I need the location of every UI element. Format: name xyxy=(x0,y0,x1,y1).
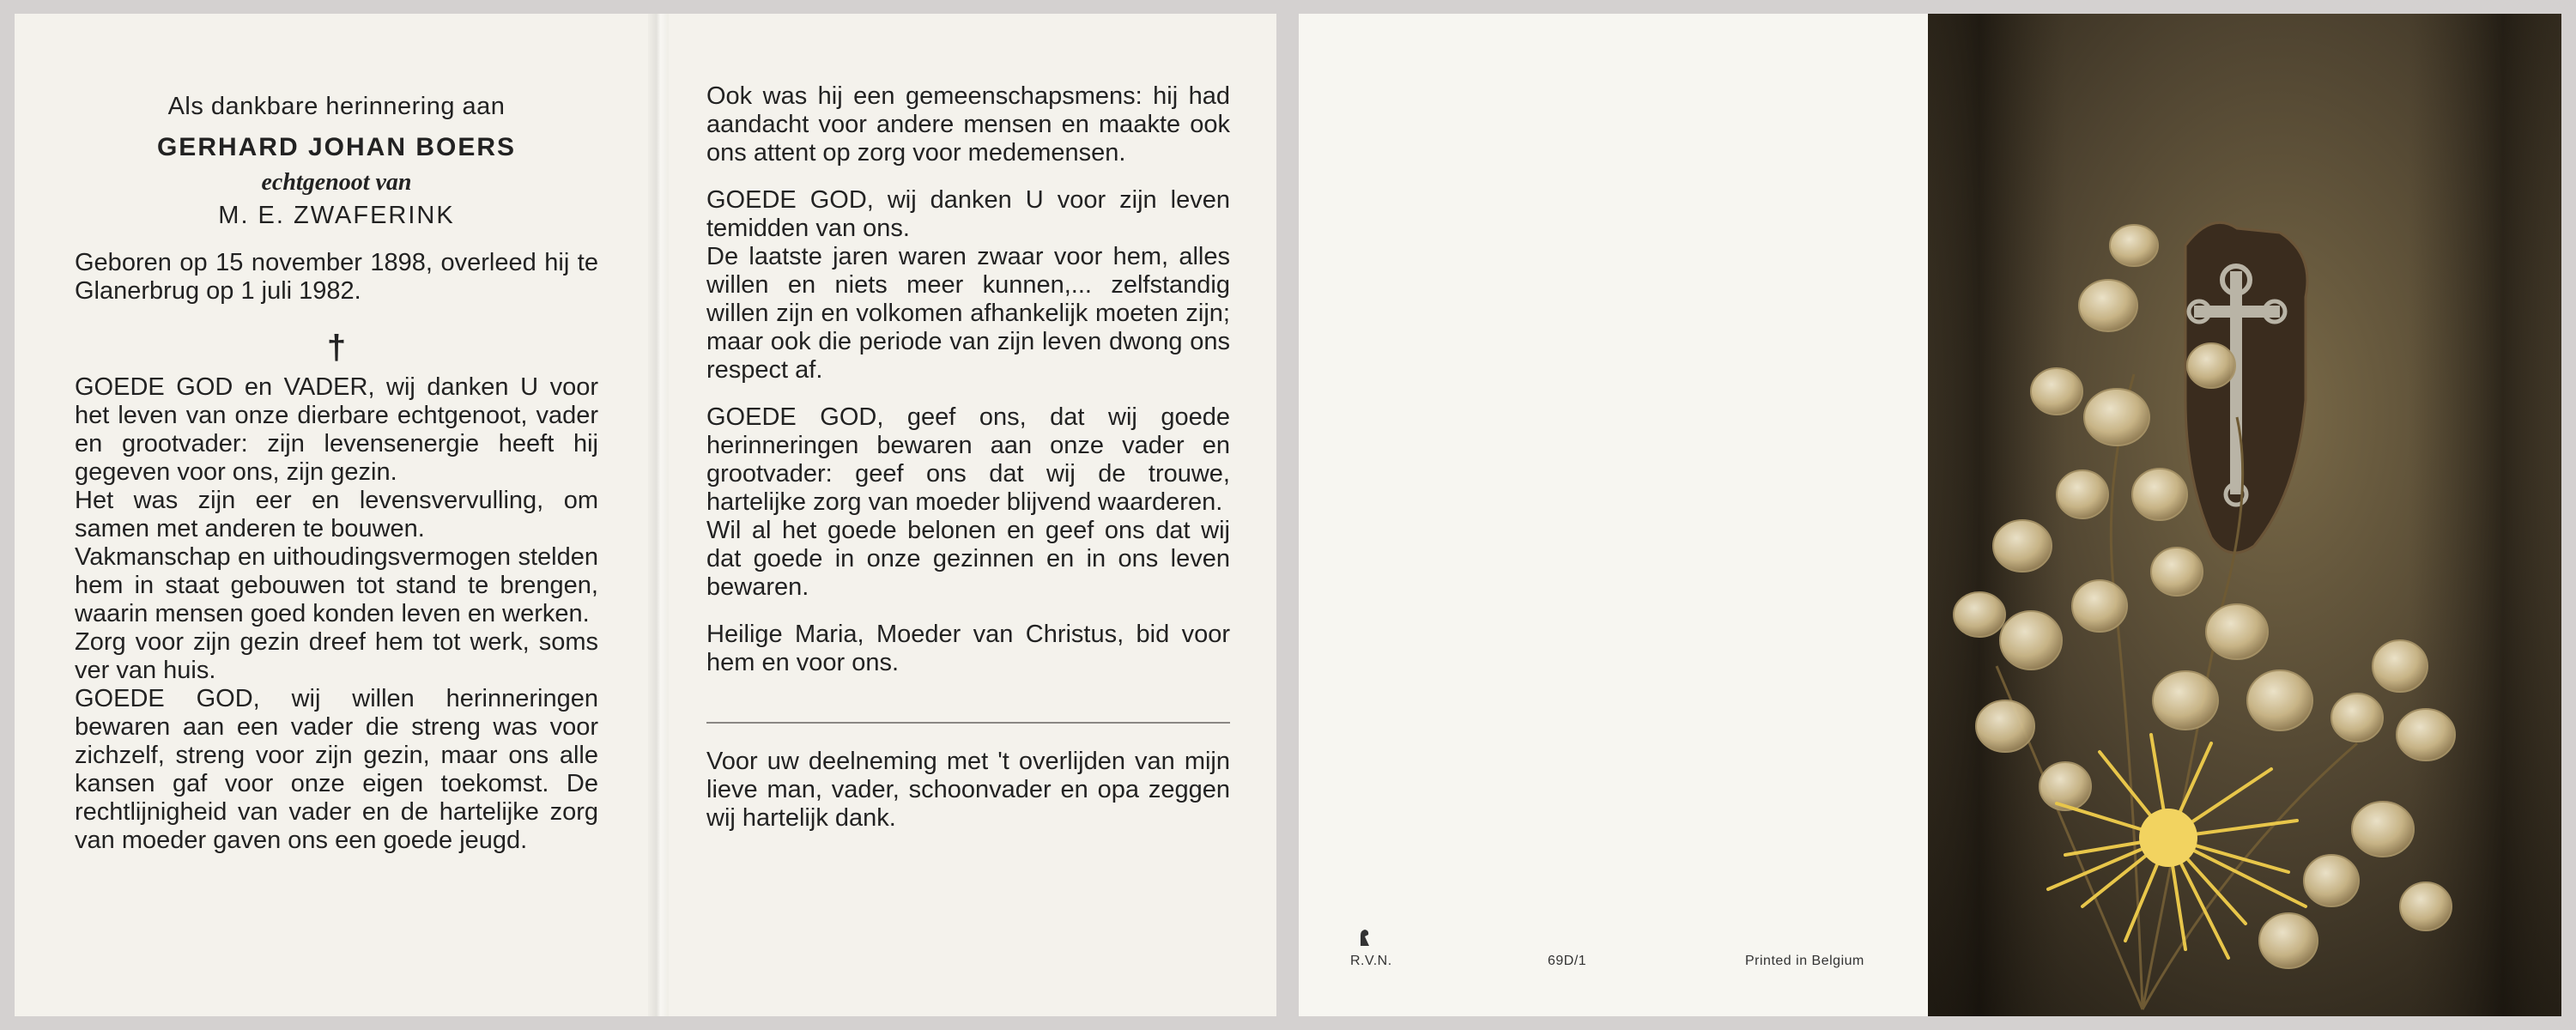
prayer-paragraph: GOEDE GOD, geef ons, dat wij goede herinneringen bewaren aan onze vader en grootvader: geef ons dat wij de trouwe, hartelijke zorg van moeder blijvend waarderen. xyxy=(706,403,1230,516)
card-fold xyxy=(648,14,669,1016)
card-code: 69D/1 xyxy=(1548,954,1587,968)
back-blank-panel xyxy=(1299,14,1928,1016)
publisher-mark: R.V.N. xyxy=(1350,954,1392,968)
prayer-paragraph: Zorg voor zijn gezin dreef hem tot werk, soms ver van huis. xyxy=(75,628,598,684)
publisher-logo-icon xyxy=(1357,927,1373,948)
thanks-note: Voor uw deelneming met 't overlijden van mijn lieve man, vader, schoonvader en opa zeggen wij hartelijk dank. xyxy=(706,748,1230,832)
spouse-name: M. E. ZWAFERINK xyxy=(218,202,455,229)
spouse-label: echtgenoot van xyxy=(261,169,412,196)
memorial-card-inside xyxy=(15,14,1276,1016)
cover-photo xyxy=(1928,14,2561,1016)
prayer-paragraph: Ook was hij een gemeenschapsmens: hij had aandacht voor andere mensen en maakte ook ons attent op zorg voor medemensen. xyxy=(706,82,1230,167)
deceased-name: GERHARD JOHAN BOERS xyxy=(156,133,517,161)
closing-prayer: Heilige Maria, Moeder van Christus, bid voor hem en voor ons. xyxy=(706,621,1230,676)
prayer-paragraph: Wil al het goede belonen en geef ons dat wij dat goede in onze gezinnen en in ons leven bewaren. xyxy=(706,517,1230,601)
prayer-paragraph: Het was zijn eer en levensvervulling, om samen met anderen te bouwen. xyxy=(75,487,598,542)
divider xyxy=(706,722,1230,724)
prayer-paragraph: GOEDE GOD, wij willen herinneringen bewaren aan een vader die streng was voor zichzelf, streng voor zijn gezin, maar ons alle kansen gaf voor onze eigen toekomst. De rechtlijnigheid van vader en de hartelijke zorg van moeder gaven ons een goede jeugd. xyxy=(75,685,598,854)
printed-in: Printed in Belgium xyxy=(1745,954,1864,968)
crucifix-flowers-image xyxy=(1928,14,2561,1016)
prayer-paragraph: De laatste jaren waren zwaar voor hem, alles willen en niets meer kunnen,... zelfstandig willen zijn en volkomen afhankelijk moeten zijn; maar ook die periode van zijn leven dwong ons respect af. xyxy=(706,243,1230,384)
prayer-paragraph: GOEDE GOD en VADER, wij danken U voor het leven van onze dierbare echtgenoot, vader en grootvader: zijn levensenergie heeft hij gegeven voor ons, zijn gezin. xyxy=(75,373,598,486)
cross-icon: † xyxy=(326,329,347,367)
prayer-paragraph: GOEDE GOD, wij danken U voor zijn leven temidden van ons. xyxy=(706,186,1230,242)
left-text-panel xyxy=(75,14,598,855)
memorial-card-outside xyxy=(1299,14,2561,1016)
intro-line: Als dankbare herinnering aan xyxy=(167,93,506,120)
right-text-panel xyxy=(706,14,1230,833)
birth-death-text: Geboren op 15 november 1898, overleed hij te Glanerbrug op 1 juli 1982. xyxy=(75,249,598,305)
prayer-paragraph: Vakmanschap en uithoudingsvermogen stelden hem in staat gebouwen tot stand te brengen, waarin mensen goed konden leven en werken. xyxy=(75,543,598,627)
